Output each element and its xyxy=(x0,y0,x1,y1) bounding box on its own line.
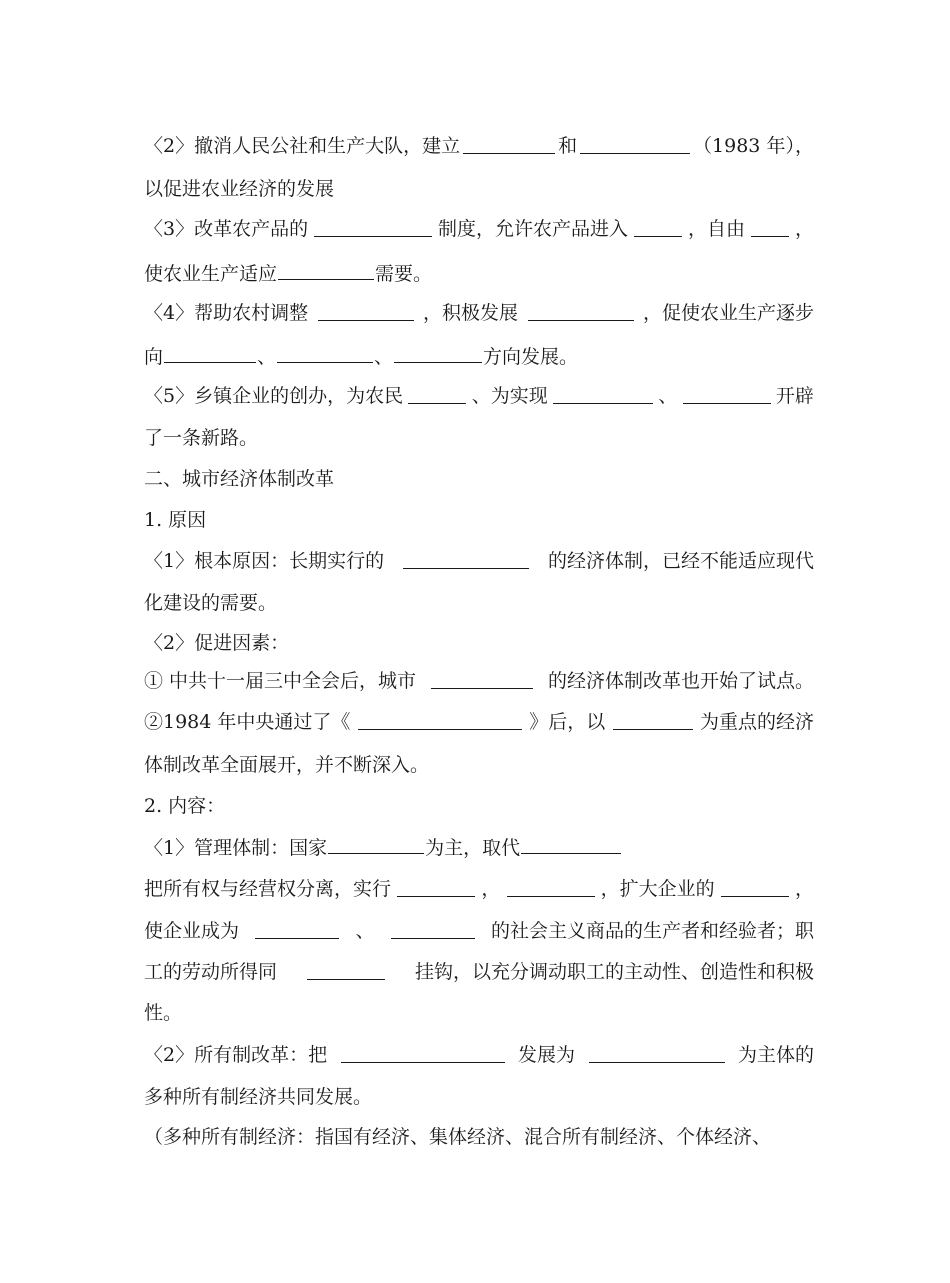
text-segment: 需要。 xyxy=(375,263,433,285)
fill-blank[interactable] xyxy=(721,876,789,897)
text-segment: 方向发展。 xyxy=(483,346,579,368)
text-line xyxy=(144,1000,814,1026)
text-segment: ，积极发展 xyxy=(423,302,519,324)
text-segment: 为主体的 xyxy=(737,1044,814,1066)
subsection-heading xyxy=(144,507,814,533)
text-segment: 使农业生产适应 xyxy=(144,263,278,285)
fill-blank[interactable] xyxy=(403,548,529,569)
fill-blank[interactable] xyxy=(580,133,690,154)
text-segment: 为主，取代 xyxy=(425,837,521,859)
text-segment: 多种所有制经济共同发展。 xyxy=(144,1086,373,1108)
fill-blank[interactable] xyxy=(394,342,482,363)
text-segment: 〈1〉管理体制：国家 xyxy=(144,837,328,859)
text-segment: 为重点的经济 xyxy=(699,711,814,733)
fill-blank[interactable] xyxy=(553,383,653,404)
fill-blank[interactable] xyxy=(683,383,771,404)
fill-blank[interactable] xyxy=(463,133,555,154)
text-line xyxy=(144,833,814,859)
text-line xyxy=(144,709,814,735)
text-segment: 发展为 xyxy=(518,1044,576,1066)
fill-blank[interactable] xyxy=(341,1042,505,1063)
text-segment: ， xyxy=(794,218,814,240)
fill-blank[interactable] xyxy=(328,833,424,854)
text-segment: 挂钩，以充分调动职工的主动性、创造性和积极 xyxy=(414,961,814,983)
text-line xyxy=(144,590,814,616)
text-line xyxy=(144,216,814,242)
fill-blank[interactable] xyxy=(307,959,385,980)
text-line xyxy=(144,876,814,902)
text-line xyxy=(144,752,814,778)
text-line xyxy=(144,259,814,285)
text-segment: 的经济体制，已经不能适应现代 xyxy=(547,550,814,572)
text-segment: ① 中共十一届三中全会后，城市 xyxy=(144,670,417,692)
fill-blank[interactable] xyxy=(358,709,522,730)
text-segment: 、 xyxy=(658,385,678,407)
fill-blank[interactable] xyxy=(507,876,595,897)
text-line xyxy=(144,133,814,159)
text-line xyxy=(144,176,814,202)
text-segment: 二、城市经济体制改革 xyxy=(144,468,335,490)
text-segment: 〈5〉乡镇企业的创办，为农民 xyxy=(144,385,404,407)
text-segment: 制度，允许农产品进入 xyxy=(438,218,629,240)
text-line xyxy=(144,630,814,656)
text-segment: 体制改革全面展开，并不断深入。 xyxy=(144,754,430,776)
fill-blank[interactable] xyxy=(751,216,789,237)
text-segment: 了一条新路。 xyxy=(144,427,259,449)
text-line xyxy=(144,342,814,368)
fill-blank[interactable] xyxy=(521,833,621,854)
text-line xyxy=(144,1084,814,1110)
text-line xyxy=(144,918,814,944)
text-segment: 使企业成为 xyxy=(144,920,240,942)
text-segment: ， xyxy=(481,878,501,900)
text-segment: 〈2〉促进因素： xyxy=(144,632,290,654)
text-line xyxy=(144,959,814,985)
fill-blank[interactable] xyxy=(277,342,373,363)
text-line xyxy=(144,425,814,451)
text-segment: 〈2〉所有制改革：把 xyxy=(144,1044,328,1066)
text-segment: 工的劳动所得同 xyxy=(144,961,278,983)
fill-blank[interactable] xyxy=(613,709,693,730)
text-segment: 性。 xyxy=(144,1002,183,1024)
text-segment: ，促使农业生产逐步 xyxy=(642,302,814,324)
text-segment: ②1984 年中央通过了《 xyxy=(144,711,351,733)
text-line xyxy=(144,300,814,326)
text-line xyxy=(144,383,814,409)
text-line xyxy=(144,548,814,574)
text-segment: 化建设的需要。 xyxy=(144,592,278,614)
text-segment: 和 xyxy=(558,135,578,157)
text-segment: 〈2〉撤消人民公社和生产大队，建立 xyxy=(144,135,461,157)
text-segment: ，扩大企业的 xyxy=(600,878,715,900)
section-heading xyxy=(144,466,814,492)
text-segment: 〈4〉帮助农村调整 xyxy=(144,302,309,324)
fill-blank[interactable] xyxy=(314,216,432,237)
text-segment: 把所有权与经营权分离，实行 xyxy=(144,878,392,900)
fill-blank[interactable] xyxy=(397,876,475,897)
fill-blank[interactable] xyxy=(408,383,466,404)
fill-blank[interactable] xyxy=(634,216,682,237)
text-segment: 、为实现 xyxy=(471,385,548,407)
text-segment: 〈1〉根本原因：长期实行的 xyxy=(144,550,385,572)
text-segment: 〈3〉改革农产品的 xyxy=(144,218,309,240)
text-segment: 、 xyxy=(374,346,394,368)
text-segment: 的经济体制改革也开始了试点。 xyxy=(547,670,814,692)
fill-blank[interactable] xyxy=(391,918,475,939)
text-segment: 、 xyxy=(355,920,375,942)
fill-blank[interactable] xyxy=(528,300,634,321)
fill-blank[interactable] xyxy=(255,918,339,939)
text-segment: 2. 内容： xyxy=(144,795,226,817)
text-segment: 向 xyxy=(144,346,164,368)
text-segment: 》后，以 xyxy=(529,711,606,733)
fill-blank[interactable] xyxy=(164,342,256,363)
fill-blank[interactable] xyxy=(589,1042,725,1063)
text-line xyxy=(144,1124,870,1150)
fill-blank[interactable] xyxy=(431,668,533,689)
text-segment: 以促进农业经济的发展 xyxy=(144,178,335,200)
text-segment: （多种所有制经济：指国有经济、集体经济、混合所有制经济、个体经济、 xyxy=(144,1126,772,1148)
text-line xyxy=(144,668,814,694)
text-segment: ，自由 xyxy=(687,218,745,240)
text-segment: 的社会主义商品的生产者和经验者；职 xyxy=(490,920,814,942)
text-segment: （1983 年）， xyxy=(693,135,814,157)
text-segment: ， xyxy=(794,878,814,900)
fill-blank[interactable] xyxy=(278,259,374,280)
text-line xyxy=(144,1042,814,1068)
fill-blank[interactable] xyxy=(318,300,414,321)
text-segment: 开辟 xyxy=(775,385,814,407)
text-segment: 、 xyxy=(257,346,277,368)
text-segment: 1. 原因 xyxy=(144,509,207,531)
subsection-heading xyxy=(144,793,814,819)
